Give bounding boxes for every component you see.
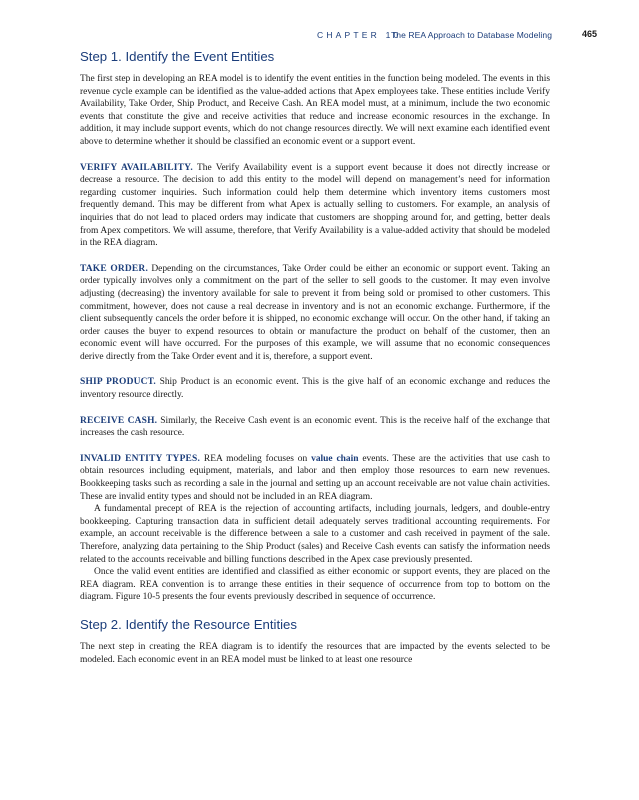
invalid-entity-paragraph	[80, 453, 550, 503]
chapter-label: CHAPTER 10	[317, 30, 402, 40]
value-chain-term: value chain	[311, 453, 359, 464]
step2-intro-paragraph: The next step in creating the REA diagram is to identify the resources that are impacted by the events selected to be modeled. Each economic event in an REA model must be linked to at least one resource	[80, 641, 550, 665]
receive-cash-label: RECEIVE CASH.	[80, 415, 158, 426]
take-order-paragraph	[80, 263, 550, 364]
invalid-entity-text-before: REA modeling focuses on	[203, 453, 308, 464]
step1-intro-paragraph: The first step in developing an REA model is to identify the event entities in the function being modeled. The events in this revenue cycle example can be identified as the value-added actions that Apex employees take. These entities include Verify Availability, Take Order, Ship Product, and Receive Cash. An REA model must, at a minimum, include the two economic events that constitute the give and receive activities that reduce and increase economic resources in the exchange. In addition, it may include support events, which do not change resources directly. We will next examine each identified event above to determine whether it should be classified an economic event or a support event.	[80, 74, 550, 147]
take-order-label: TAKE ORDER.	[80, 263, 148, 274]
receive-cash-text: Similarly, the Receive Cash event is an economic event. This is the receive half of the exchange that increases the cash resource.	[80, 415, 551, 439]
take-order-text: Depending on the circumstances, Take Order could be either an economic or support event. Taking an order typically involves only a commitment on the part of the seller to sell goods to the customer. It may even involve adjusting (decreasing) the inventory available for sale to prevent it from being sold or promised to other customers. This commitment, however, does not cause a real decrease in inventory and is not an economic exchange. Furthermore, if the client subsequently cancels the order before it is shipped, no economic exchange will occur. On the other hand, if taking an order causes the buyer to expend resources to obtain or manufacture the product on behalf of the customer, then an economic event will have occurred. For the purposes of this example, we will assume that no economic consequences derive directly from the Take Order event and it is, therefore, a support event.	[80, 263, 551, 362]
step2-heading: Step 2. Identify the Resource Entities	[80, 616, 297, 632]
ship-product-text: Ship Product is an economic event. This is the give half of an economic exchange and reduces the inventory resource directly.	[80, 377, 551, 401]
verify-availability-paragraph	[80, 162, 550, 250]
invalid-entity-label: INVALID ENTITY TYPES.	[80, 453, 201, 464]
page-number: 465	[581, 29, 597, 39]
page-body	[80, 48, 550, 666]
event-placement-paragraph: Once the valid event entities are identified and classified as either economic or support events, they are placed on the REA diagram. REA convention is to arrange these entities in their sequence of occurrence from top to bottom on the diagram. Figure 10-5 presents the four events previously described in sequence of occurrence.	[80, 567, 550, 603]
rea-precept-paragraph: A fundamental precept of REA is the rejection of accounting artifacts, including journals, ledgers, and double-entry bookkeeping. Capturing transaction data in sufficient detail adequately serves traditional accounting requirements. For example, an account receivable is the difference between a sale to a customer and cash received in payment of the sale. Therefore, analyzing data pertaining to the Ship Product (sales) and Receive Cash events can satisfy the information needs related to the accounts receivable and billing functions described in the Apex case previously presented.	[80, 504, 550, 565]
invalid-entity-text-after: events. These are the activities that use cash to obtain resources including equipment, materials, and labor and then employ those resources to earn new revenues. Bookkeeping tasks such as recording a sale in the journal and setting up an account receivable are not value chain activities. These are invalid entity types and should not be included in an REA diagram.	[80, 453, 551, 502]
chapter-title: The REA Approach to Database Modeling	[391, 30, 553, 40]
running-head	[80, 29, 597, 43]
ship-product-label: SHIP PRODUCT.	[80, 377, 156, 388]
step1-heading: Step 1. Identify the Event Entities	[80, 49, 275, 64]
receive-cash-paragraph	[80, 415, 550, 440]
ship-product-paragraph	[80, 376, 550, 401]
verify-availability-label: VERIFY AVAILABILITY.	[80, 162, 193, 173]
verify-availability-text: The Verify Availability event is a support event because it does not directly increase or decrease a resource. The decision to add this entity to the model will depend on management’s need for information regarding customer inquiries. Such information could help them determine which inventory items customers most frequently demand. This may be different from what Apex is actually selling to customers. For example, an analysis of inquiries that do not lead to placed orders may indicate that customers are shopping around for, and getting, better deals from Apex competitors. We will assume, therefore, that Verify Availability is a value-added activity that should be modeled in the REA diagram.	[80, 162, 550, 249]
